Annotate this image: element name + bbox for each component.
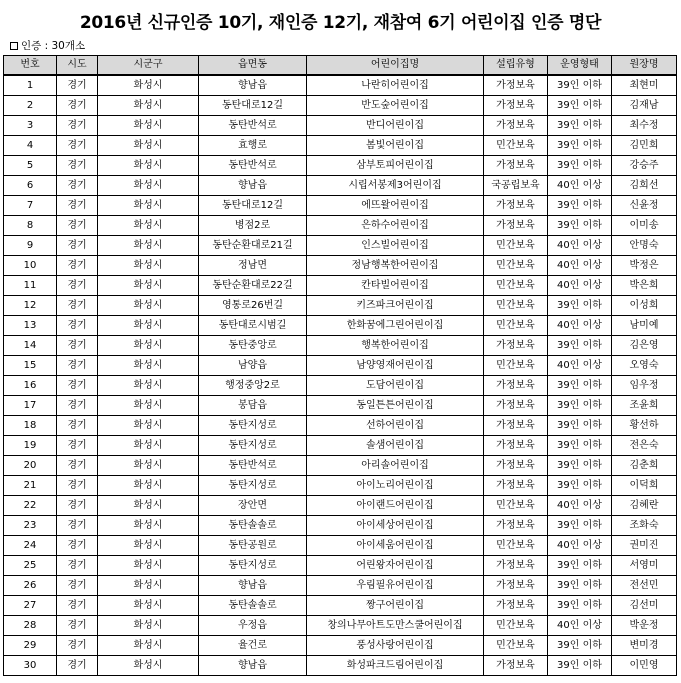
cell-sigungu: 화성시 <box>98 256 199 276</box>
cell-number: 14 <box>4 336 57 356</box>
cell-sigungu: 화성시 <box>98 456 199 476</box>
cell-director: 이민영 <box>612 656 677 676</box>
cell-establishment-type: 민간보육 <box>484 136 548 156</box>
cell-director: 강승주 <box>612 156 677 176</box>
table-row <box>4 216 677 236</box>
cell-sido: 경기 <box>57 616 98 636</box>
cell-operation-type: 39인 이하 <box>548 416 612 436</box>
table-row <box>4 556 677 576</box>
cell-operation-type: 40인 이상 <box>548 316 612 336</box>
cell-daycare-name: 아이노리어린이집 <box>307 476 484 496</box>
cell-sigungu: 화성시 <box>98 516 199 536</box>
cell-sido: 경기 <box>57 596 98 616</box>
cell-operation-type: 39인 이하 <box>548 296 612 316</box>
table-row <box>4 616 677 636</box>
cell-sido: 경기 <box>57 316 98 336</box>
cell-director: 남미예 <box>612 316 677 336</box>
cell-number: 20 <box>4 456 57 476</box>
cell-daycare-name: 아리솔어린이집 <box>307 456 484 476</box>
cell-daycare-name: 창의나무아트도만스쿨어린이집 <box>307 616 484 636</box>
cell-sido: 경기 <box>57 136 98 156</box>
table-row <box>4 396 677 416</box>
cell-sido: 경기 <box>57 416 98 436</box>
cell-number: 23 <box>4 516 57 536</box>
cell-establishment-type: 가정보육 <box>484 96 548 116</box>
cell-number: 17 <box>4 396 57 416</box>
cell-daycare-name: 인스빌어린이집 <box>307 236 484 256</box>
cell-dong: 봉담읍 <box>199 396 307 416</box>
cell-director: 최현미 <box>612 75 677 96</box>
cell-director: 임우정 <box>612 376 677 396</box>
cell-sigungu: 화성시 <box>98 536 199 556</box>
table-row <box>4 116 677 136</box>
cell-daycare-name: 에뜨왈어린이집 <box>307 196 484 216</box>
cell-dong: 동탄솔솔로 <box>199 596 307 616</box>
table-row <box>4 376 677 396</box>
cell-operation-type: 39인 이하 <box>548 476 612 496</box>
cell-sido: 경기 <box>57 156 98 176</box>
cell-daycare-name: 칸타빌어린이집 <box>307 276 484 296</box>
cell-daycare-name: 남양영재어린이집 <box>307 356 484 376</box>
cell-dong: 행정중앙2로 <box>199 376 307 396</box>
cell-daycare-name: 짱구어린이집 <box>307 596 484 616</box>
cell-daycare-name: 솔샘어린이집 <box>307 436 484 456</box>
cell-director: 최수정 <box>612 116 677 136</box>
cell-establishment-type: 가정보육 <box>484 656 548 676</box>
cell-operation-type: 39인 이하 <box>548 136 612 156</box>
cell-number: 26 <box>4 576 57 596</box>
table-row <box>4 596 677 616</box>
cell-sigungu: 화성시 <box>98 236 199 256</box>
cell-sigungu: 화성시 <box>98 296 199 316</box>
cell-dong: 동탄대로시범길 <box>199 316 307 336</box>
cell-establishment-type: 민간보육 <box>484 616 548 636</box>
cell-daycare-name: 어린왕자어린이집 <box>307 556 484 576</box>
cell-daycare-name: 나란히어린이집 <box>307 75 484 96</box>
cell-director: 황선하 <box>612 416 677 436</box>
cell-daycare-name: 키즈파크어린이집 <box>307 296 484 316</box>
cell-director: 김선미 <box>612 596 677 616</box>
cell-director: 전은숙 <box>612 436 677 456</box>
table-row <box>4 296 677 316</box>
cell-dong: 향남읍 <box>199 576 307 596</box>
table-row <box>4 576 677 596</box>
cell-dong: 향남읍 <box>199 656 307 676</box>
cell-number: 9 <box>4 236 57 256</box>
column-header-operation-type: 운영형태 <box>548 56 612 76</box>
cell-director: 김재남 <box>612 96 677 116</box>
cell-sido: 경기 <box>57 436 98 456</box>
cell-sido: 경기 <box>57 376 98 396</box>
cell-operation-type: 40인 이상 <box>548 356 612 376</box>
table-header-row <box>4 56 677 76</box>
cell-director: 박은희 <box>612 276 677 296</box>
cell-establishment-type: 가정보육 <box>484 456 548 476</box>
roster-table-body <box>4 75 677 676</box>
table-row <box>4 416 677 436</box>
cell-establishment-type: 가정보육 <box>484 436 548 456</box>
cell-sido: 경기 <box>57 116 98 136</box>
cell-sigungu: 화성시 <box>98 276 199 296</box>
cell-sido: 경기 <box>57 396 98 416</box>
cell-daycare-name: 아이세움어린이집 <box>307 536 484 556</box>
table-row <box>4 476 677 496</box>
cell-dong: 우정읍 <box>199 616 307 636</box>
cell-dong: 동탄공원로 <box>199 536 307 556</box>
cell-number: 11 <box>4 276 57 296</box>
cell-dong: 동탄대로12길 <box>199 96 307 116</box>
cell-establishment-type: 민간보육 <box>484 276 548 296</box>
cell-operation-type: 40인 이상 <box>548 536 612 556</box>
table-row <box>4 156 677 176</box>
cell-dong: 동탄순환대로21길 <box>199 236 307 256</box>
cell-operation-type: 39인 이하 <box>548 436 612 456</box>
column-header-establishment-type: 설립유형 <box>484 56 548 76</box>
cell-daycare-name: 반디어린이집 <box>307 116 484 136</box>
cell-sigungu: 화성시 <box>98 496 199 516</box>
cell-establishment-type: 가정보육 <box>484 556 548 576</box>
cell-number: 29 <box>4 636 57 656</box>
cell-sido: 경기 <box>57 496 98 516</box>
cell-daycare-name: 풍성사랑어린이집 <box>307 636 484 656</box>
cell-sigungu: 화성시 <box>98 176 199 196</box>
cell-establishment-type: 민간보육 <box>484 316 548 336</box>
cell-number: 21 <box>4 476 57 496</box>
cell-sido: 경기 <box>57 176 98 196</box>
cell-sigungu: 화성시 <box>98 196 199 216</box>
cell-establishment-type: 민간보육 <box>484 356 548 376</box>
cell-daycare-name: 아이세상어린이집 <box>307 516 484 536</box>
cell-operation-type: 40인 이상 <box>548 276 612 296</box>
cell-number: 7 <box>4 196 57 216</box>
cell-sigungu: 화성시 <box>98 396 199 416</box>
table-row <box>4 276 677 296</box>
cell-number: 25 <box>4 556 57 576</box>
cell-daycare-name: 삼부토피어린이집 <box>307 156 484 176</box>
cell-sido: 경기 <box>57 216 98 236</box>
table-row <box>4 356 677 376</box>
cell-operation-type: 39인 이하 <box>548 75 612 96</box>
cell-director: 김은영 <box>612 336 677 356</box>
cell-sigungu: 화성시 <box>98 576 199 596</box>
cell-dong: 동탄지성로 <box>199 436 307 456</box>
cell-director: 오영숙 <box>612 356 677 376</box>
cell-dong: 율건로 <box>199 636 307 656</box>
cell-daycare-name: 은하수어린이집 <box>307 216 484 236</box>
table-row <box>4 456 677 476</box>
cell-sigungu: 화성시 <box>98 216 199 236</box>
cell-daycare-name: 시립서봉제3어린이집 <box>307 176 484 196</box>
cell-sigungu: 화성시 <box>98 136 199 156</box>
cell-sigungu: 화성시 <box>98 616 199 636</box>
cell-establishment-type: 가정보육 <box>484 376 548 396</box>
cell-daycare-name: 동일튼튼어린이집 <box>307 396 484 416</box>
cell-sido: 경기 <box>57 276 98 296</box>
cell-number: 19 <box>4 436 57 456</box>
cell-dong: 장안면 <box>199 496 307 516</box>
cell-dong: 효행로 <box>199 136 307 156</box>
cell-director: 신윤정 <box>612 196 677 216</box>
table-row <box>4 236 677 256</box>
cell-sido: 경기 <box>57 296 98 316</box>
cell-establishment-type: 민간보육 <box>484 296 548 316</box>
cell-number: 12 <box>4 296 57 316</box>
cell-number: 24 <box>4 536 57 556</box>
cell-establishment-type: 가정보육 <box>484 576 548 596</box>
cell-number: 4 <box>4 136 57 156</box>
cell-dong: 남양읍 <box>199 356 307 376</box>
cell-dong: 동탄지성로 <box>199 556 307 576</box>
cell-sigungu: 화성시 <box>98 376 199 396</box>
cell-daycare-name: 한화꿈에그린어린이집 <box>307 316 484 336</box>
cell-director: 박운정 <box>612 616 677 636</box>
document-title: 2016년 신규인증 10기, 재인증 12기, 재참여 6기 어린이집 인증 명단 <box>79 13 602 33</box>
cell-establishment-type: 가정보육 <box>484 416 548 436</box>
cell-dong: 동탄반석로 <box>199 116 307 136</box>
certification-count-label: 인증 : 30개소 <box>21 40 86 52</box>
cell-establishment-type: 가정보육 <box>484 156 548 176</box>
column-header-number: 번호 <box>4 56 57 76</box>
table-row <box>4 96 677 116</box>
cell-number: 6 <box>4 176 57 196</box>
cell-dong: 동탄대로12길 <box>199 196 307 216</box>
cell-establishment-type: 민간보육 <box>484 256 548 276</box>
cell-director: 이덕희 <box>612 476 677 496</box>
cell-director: 조윤희 <box>612 396 677 416</box>
cell-sido: 경기 <box>57 236 98 256</box>
cell-sigungu: 화성시 <box>98 556 199 576</box>
cell-sido: 경기 <box>57 196 98 216</box>
cell-operation-type: 39인 이하 <box>548 576 612 596</box>
cell-dong: 동탄지성로 <box>199 416 307 436</box>
cell-establishment-type: 가정보육 <box>484 336 548 356</box>
cell-sigungu: 화성시 <box>98 336 199 356</box>
cell-operation-type: 40인 이상 <box>548 616 612 636</box>
column-header-daycare-name: 어린이집명 <box>307 56 484 76</box>
cell-daycare-name: 봄빛어린이집 <box>307 136 484 156</box>
cell-operation-type: 39인 이하 <box>548 396 612 416</box>
cell-dong: 동탄솔솔로 <box>199 516 307 536</box>
cell-sido: 경기 <box>57 336 98 356</box>
cell-daycare-name: 반도숲어린이집 <box>307 96 484 116</box>
cell-director: 안명숙 <box>612 236 677 256</box>
table-row <box>4 75 677 96</box>
cell-sido: 경기 <box>57 96 98 116</box>
cell-dong: 동탄지성로 <box>199 476 307 496</box>
cell-sido: 경기 <box>57 356 98 376</box>
cell-director: 김춘희 <box>612 456 677 476</box>
cell-dong: 영통로26번길 <box>199 296 307 316</box>
column-header-director: 원장명 <box>612 56 677 76</box>
cell-sigungu: 화성시 <box>98 416 199 436</box>
cell-establishment-type: 가정보육 <box>484 75 548 96</box>
cell-establishment-type: 가정보육 <box>484 596 548 616</box>
cell-operation-type: 39인 이하 <box>548 376 612 396</box>
cell-operation-type: 39인 이하 <box>548 216 612 236</box>
cell-number: 2 <box>4 96 57 116</box>
cell-dong: 동탄반석로 <box>199 156 307 176</box>
table-row <box>4 316 677 336</box>
table-row <box>4 496 677 516</box>
cell-director: 전선민 <box>612 576 677 596</box>
cell-sigungu: 화성시 <box>98 596 199 616</box>
checkbox-icon <box>10 42 18 50</box>
cell-operation-type: 40인 이상 <box>548 496 612 516</box>
cell-operation-type: 40인 이상 <box>548 236 612 256</box>
cell-sido: 경기 <box>57 456 98 476</box>
table-row <box>4 136 677 156</box>
cell-daycare-name: 도담어린이집 <box>307 376 484 396</box>
cell-establishment-type: 가정보육 <box>484 516 548 536</box>
cell-establishment-type: 가정보육 <box>484 476 548 496</box>
cell-sigungu: 화성시 <box>98 75 199 96</box>
cell-director: 서영미 <box>612 556 677 576</box>
cell-sigungu: 화성시 <box>98 96 199 116</box>
column-header-sido: 시도 <box>57 56 98 76</box>
cell-number: 5 <box>4 156 57 176</box>
cell-sido: 경기 <box>57 556 98 576</box>
cell-director: 이미송 <box>612 216 677 236</box>
certification-count <box>10 38 85 53</box>
cell-establishment-type: 국공립보육 <box>484 176 548 196</box>
table-row <box>4 256 677 276</box>
cell-operation-type: 39인 이하 <box>548 196 612 216</box>
cell-daycare-name: 화성파크드림어린이집 <box>307 656 484 676</box>
cell-daycare-name: 행복한어린이집 <box>307 336 484 356</box>
cell-number: 1 <box>4 75 57 96</box>
cell-number: 16 <box>4 376 57 396</box>
cell-sido: 경기 <box>57 576 98 596</box>
cell-director: 박정은 <box>612 256 677 276</box>
cell-establishment-type: 민간보육 <box>484 236 548 256</box>
cell-sigungu: 화성시 <box>98 356 199 376</box>
cell-daycare-name: 선하어린이집 <box>307 416 484 436</box>
table-row <box>4 196 677 216</box>
cell-daycare-name: 아이랜드어린이집 <box>307 496 484 516</box>
cell-sido: 경기 <box>57 536 98 556</box>
table-row <box>4 336 677 356</box>
cell-dong: 병점2로 <box>199 216 307 236</box>
cell-sigungu: 화성시 <box>98 436 199 456</box>
cell-operation-type: 39인 이하 <box>548 556 612 576</box>
cell-operation-type: 39인 이하 <box>548 456 612 476</box>
column-header-dong: 읍면동 <box>199 56 307 76</box>
cell-number: 30 <box>4 656 57 676</box>
cell-operation-type: 39인 이하 <box>548 596 612 616</box>
cell-director: 김희선 <box>612 176 677 196</box>
roster-table <box>3 55 677 676</box>
table-row <box>4 536 677 556</box>
cell-number: 10 <box>4 256 57 276</box>
table-row <box>4 516 677 536</box>
cell-operation-type: 39인 이하 <box>548 656 612 676</box>
cell-daycare-name: 정남행복한어린이집 <box>307 256 484 276</box>
cell-dong: 동탄중앙로 <box>199 336 307 356</box>
cell-sigungu: 화성시 <box>98 316 199 336</box>
cell-sido: 경기 <box>57 256 98 276</box>
cell-operation-type: 39인 이하 <box>548 516 612 536</box>
cell-sigungu: 화성시 <box>98 156 199 176</box>
cell-operation-type: 39인 이하 <box>548 116 612 136</box>
cell-sigungu: 화성시 <box>98 636 199 656</box>
cell-operation-type: 39인 이하 <box>548 636 612 656</box>
cell-sido: 경기 <box>57 75 98 96</box>
cell-dong: 동탄반석로 <box>199 456 307 476</box>
cell-sigungu: 화성시 <box>98 476 199 496</box>
cell-establishment-type: 가정보육 <box>484 396 548 416</box>
cell-number: 27 <box>4 596 57 616</box>
cell-number: 3 <box>4 116 57 136</box>
cell-number: 18 <box>4 416 57 436</box>
cell-sido: 경기 <box>57 476 98 496</box>
cell-director: 이성희 <box>612 296 677 316</box>
column-header-sigungu: 시군구 <box>98 56 199 76</box>
cell-director: 김혜란 <box>612 496 677 516</box>
cell-establishment-type: 가정보육 <box>484 216 548 236</box>
cell-sigungu: 화성시 <box>98 116 199 136</box>
cell-operation-type: 39인 이하 <box>548 156 612 176</box>
cell-daycare-name: 우림필유어린이집 <box>307 576 484 596</box>
cell-operation-type: 39인 이하 <box>548 96 612 116</box>
cell-sido: 경기 <box>57 516 98 536</box>
cell-sido: 경기 <box>57 636 98 656</box>
cell-director: 조화숙 <box>612 516 677 536</box>
cell-sigungu: 화성시 <box>98 656 199 676</box>
table-row <box>4 656 677 676</box>
cell-operation-type: 39인 이하 <box>548 336 612 356</box>
cell-dong: 동탄순환대로22길 <box>199 276 307 296</box>
cell-dong: 향남읍 <box>199 176 307 196</box>
cell-sido: 경기 <box>57 656 98 676</box>
cell-number: 22 <box>4 496 57 516</box>
table-row <box>4 636 677 656</box>
cell-establishment-type: 민간보육 <box>484 636 548 656</box>
cell-establishment-type: 민간보육 <box>484 536 548 556</box>
table-row <box>4 176 677 196</box>
cell-establishment-type: 가정보육 <box>484 196 548 216</box>
cell-director: 변미경 <box>612 636 677 656</box>
cell-director: 권미진 <box>612 536 677 556</box>
cell-number: 13 <box>4 316 57 336</box>
cell-operation-type: 40인 이상 <box>548 256 612 276</box>
cell-director: 김민희 <box>612 136 677 156</box>
cell-number: 15 <box>4 356 57 376</box>
cell-number: 8 <box>4 216 57 236</box>
cell-establishment-type: 가정보육 <box>484 116 548 136</box>
cell-number: 28 <box>4 616 57 636</box>
cell-dong: 향남읍 <box>199 75 307 96</box>
table-row <box>4 436 677 456</box>
cell-establishment-type: 민간보육 <box>484 496 548 516</box>
cell-operation-type: 40인 이상 <box>548 176 612 196</box>
cell-dong: 정남면 <box>199 256 307 276</box>
